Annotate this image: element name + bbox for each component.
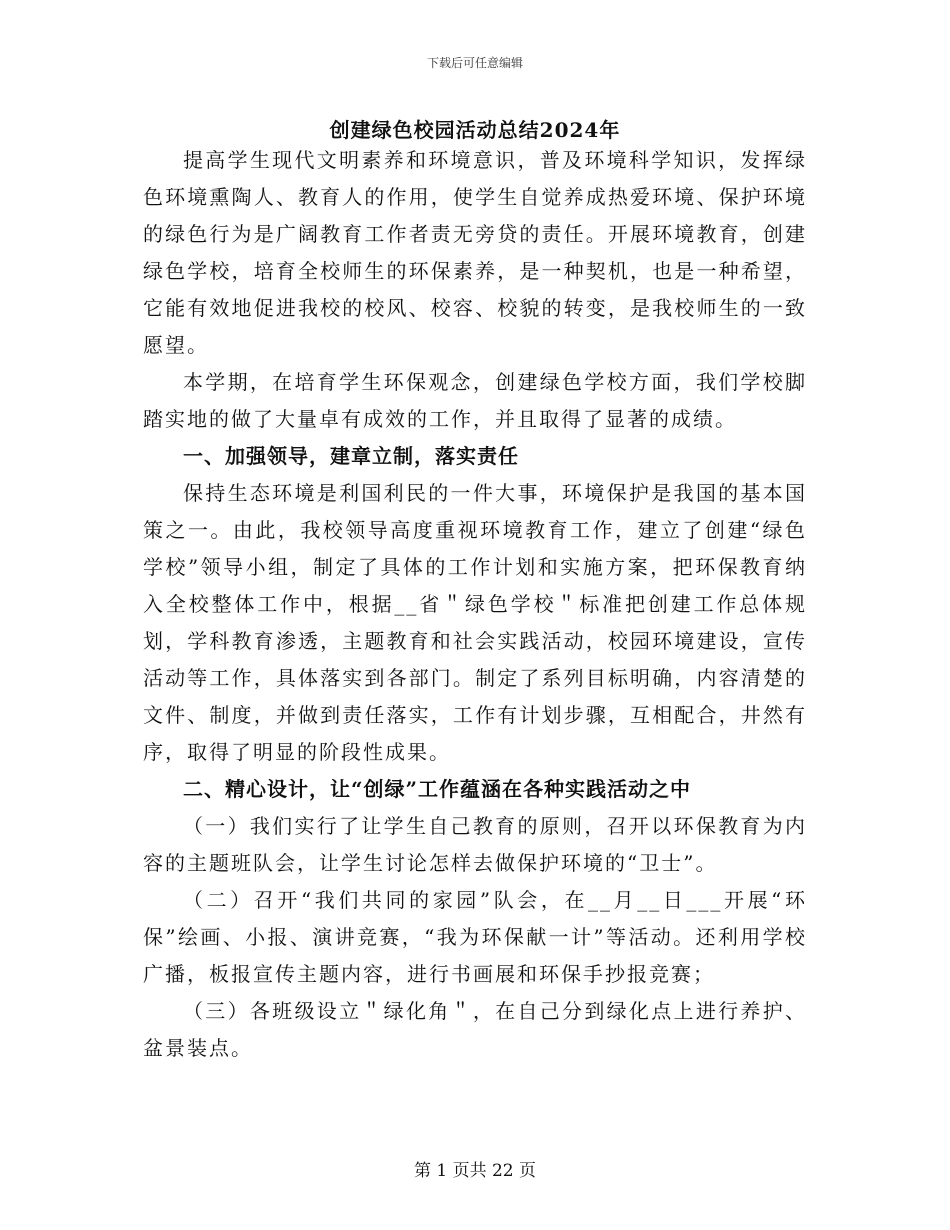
header-note: 下载后可任意编辑 bbox=[426, 56, 523, 70]
document-title: 创建绿色校园活动总结2024年 bbox=[329, 118, 621, 142]
item-1-paragraph: （一）我们实行了让学生自己教育的原则，召开以环保教育为内容的主题班队会，让学生讨论怎样去做保护环境的“卫士”。 bbox=[143, 814, 807, 875]
section-heading-1: 一、加强领导，建章立制，落实责任 bbox=[183, 444, 519, 468]
item-3-paragraph: （三）各班级设立＂绿化角＂，在自己分到绿化点上进行养护、盆景装点。 bbox=[143, 999, 807, 1060]
section-1-paragraph: 保持生态环境是利国利民的一件大事，环境保护是我国的基本国策之一。由此，我校领导高度重视环境教育工作，建立了创建“绿色学校”领导小组，制定了具体的工作计划和实施方案，把环保教育纳入全校整体工作中，根据__省＂绿色学校＂标准把创建工作总体规划，学科教育渗透，主题教育和社会实践活动，校园环境建设，宣传活动等工作，具体落实到各部门。制定了系列目标明确，内容清楚的文件、制度，并做到责任落实，工作有计划步骤，互相配合，井然有序，取得了明显的阶段性成果。 bbox=[143, 481, 807, 764]
document-body bbox=[143, 142, 807, 1067]
intro-paragraph: 提高学生现代文明素养和环境意识，普及环境科学知识，发挥绿色环境熏陶人、教育人的作用，使学生自觉养成热爱环境、保护环境的绿色行为是广阔教育工作者责无旁贷的责任。开展环境教育，创建绿色学校，培育全校师生的环保素养，是一种契机，也是一种希望，它能有效地促进我校的校风、校容、校貌的转变，是我校师生的一致愿望。 bbox=[143, 148, 807, 357]
item-2-paragraph: （二）召开“我们共同的家园”队会，在__月__日___开展“环保”绘画、小报、演讲竞赛，“我为环保献一计”等活动。还利用学校广播，板报宣传主题内容，进行书画展和环保手抄报竞赛； bbox=[143, 888, 807, 986]
semester-paragraph: 本学期，在培育学生环保观念，创建绿色学校方面，我们学校脚踏实地的做了大量卓有成效的工作，并且取得了显著的成绩。 bbox=[143, 370, 807, 431]
page-number-footer: 第 1 页共 22 页 bbox=[413, 1161, 537, 1181]
section-heading-2: 二、精心设计，让“创绿”工作蕴涵在各种实践活动之中 bbox=[183, 777, 692, 801]
